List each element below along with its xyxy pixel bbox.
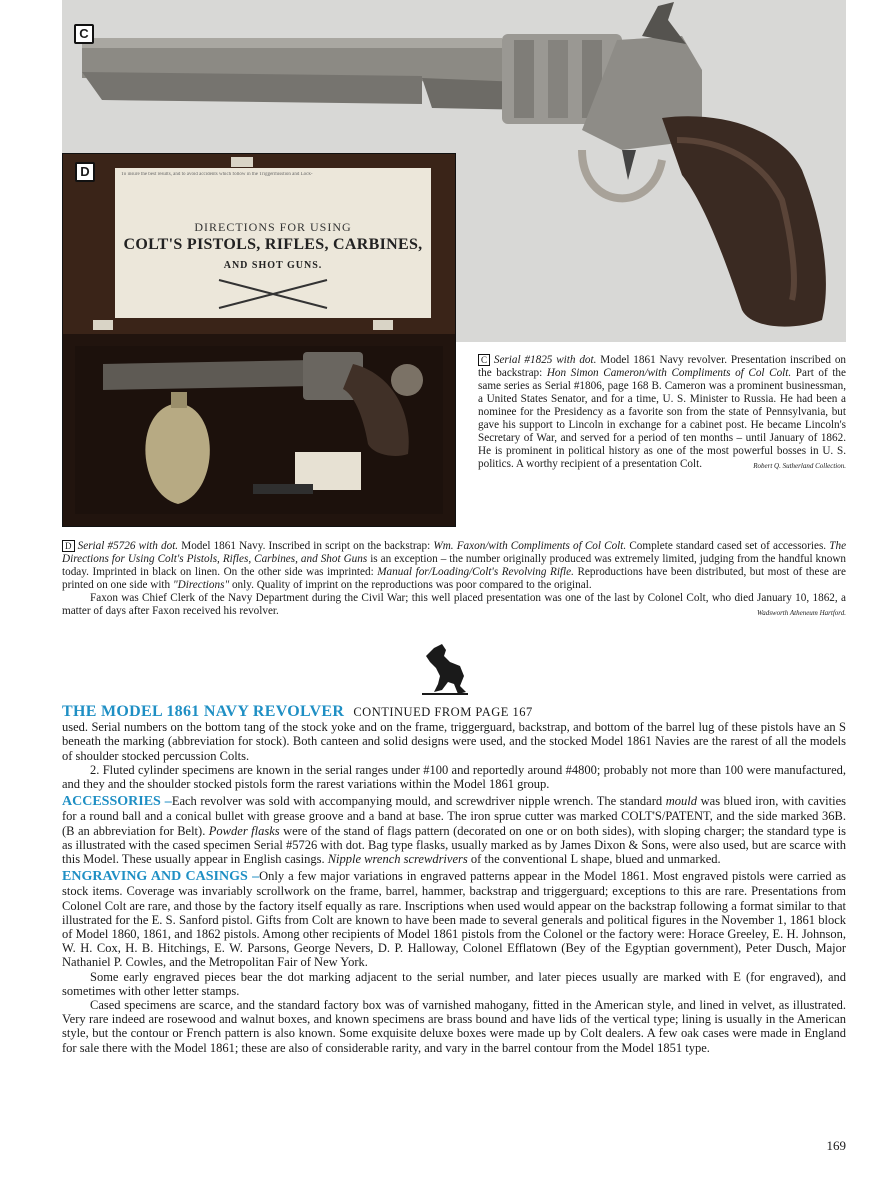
- accessories-text-3: were of the stand of flags pattern (decorated on one or on both sides), with sloping charger; the standard type is as illustrated with the cased specimen Serial #5726 with dot. Bag type flasks, usually marked as by James Dixon & Sons, were also used, but are scarce with this Model. These usually appear in English casings.: [62, 823, 847, 867]
- badge-d: D: [75, 162, 95, 182]
- caption-d-title: The Directions for Using Colt's Pistols, Rifles, Carbines, and Shot Guns: [62, 540, 847, 565]
- caption-d: [62, 540, 846, 620]
- rampant-colt-logo-icon: [420, 642, 470, 696]
- caption-c-inscription: Hon Simon Cameron/with Compliments of Col Colt.: [546, 367, 792, 379]
- accessories-text-2: was blued iron, with cavities for a round ball and a conical bullet with grease groove and a band at base. The iron sprue cutter was marked COLT'S/PATENT, and the side marked 36B. (B an abbreviation for Belt).: [62, 794, 846, 838]
- caption-c-credit: Robert Q. Sutherland Collection.: [753, 462, 846, 470]
- engraving-para-3: Cased specimens are scarce, and the standard factory box was of varnished mahogany, fitted in the American style, and lined in velvet, as illustrated. Very rare indeed are rosewood and walnut boxes, and known specimens are brass bound and have lids of the vertical type; lining is usually in the American style, but the contour or French pattern is also known. Some exquisite deluxe boxes were made up by Colt dealers. A few oak cases were made in England for sale there with the Model 1861; these are also of considerable rarity, and vary in the barrel contour from the Model 1851 type.: [62, 998, 846, 1055]
- caption-c-label: Serial #1825 with dot.: [493, 354, 597, 366]
- caption-d-para-2: Faxon was Chief Clerk of the Navy Department during the Civil War; this well placed presentation was one of the last by Colonel Colt, who died January 10, 1862, a matter of days after Faxon received his revolver.: [62, 592, 846, 617]
- directions-card: [115, 168, 431, 318]
- caption-d-text-5: only. Quality of imprint on the reproductions was poor compared to the original.: [231, 579, 592, 591]
- caption-d-directions: "Directions": [172, 579, 230, 591]
- article: [62, 705, 846, 1055]
- caption-d-credit: Wadsworth Atheneum Hartford.: [757, 609, 846, 617]
- caption-c-rest: Part of the same series as Serial #1806, page 168 B. Cameron was a prominent businessman, a United States Senator, and for a time, U. S. Minister to Russia. He had been a nominee for the Presidency as a favorite son from the state of Pennsylvania, but gave his support to Lincoln in exchange for a cabinet post. He became Lincoln's Secretary of War, and served for a period of ten months – until January of 1862. He is prominent in political history as one of the most powerful bosses in U. S. politics. A worthy recipient of a presentation Colt.: [478, 367, 846, 470]
- badge-c: C: [74, 24, 94, 44]
- engraving-para: [62, 869, 846, 969]
- accessories-heading: ACCESSORIES –: [62, 794, 172, 810]
- article-heading-continued: CONTINUED FROM PAGE 167: [353, 705, 533, 719]
- caption-d-label: Serial #5726 with dot.: [77, 540, 179, 552]
- engraving-heading: ENGRAVING AND CASINGS –: [62, 869, 260, 885]
- engraving-para-2: Some early engraved pieces bear the dot marking adjacent to the serial number, and later pieces usually are marked with E (for engraved), and sometimes with other letter stamps.: [62, 969, 846, 998]
- article-heading: THE MODEL 1861 NAVY REVOLVER: [62, 703, 345, 720]
- caption-c-text: Model 1861 Navy revolver. Presentation inscribed on the backstrap:: [478, 354, 847, 379]
- article-para-2: 2. Fluted cylinder specimens are known in the serial ranges under #100 and reportedly around #4800; probably not more than 100 were manufactured, and they and the shoulder stocked pistols form the rarest variations within the Model 1861 group.: [62, 762, 846, 792]
- caption-d-text-1: Model 1861 Navy. Inscribed in script on the backstrap:: [181, 540, 431, 552]
- article-para-1: used. Serial numbers on the bottom tang of the stock yoke and on the frame, triggerguard, backstrap, and bottom of the barrel lug of these pistols have an S beneath the marking (abbreviation for stock). Both canteen and solid designs were used, and the stocked Model 1861 Navies are the rarest of all the models of shoulder stocked percussion Colts.: [62, 720, 846, 763]
- card-top-line: To insure the best results, and to avoid accidents which follow in the Triggermisstion and Lock-: [121, 172, 313, 177]
- caption-c: [478, 354, 846, 473]
- accessories-text-4: of the conventional L shape, blued and unmarked.: [470, 852, 721, 867]
- card-line-2: COLT'S PISTOLS, RIFLES, CARBINES,: [123, 236, 423, 253]
- caption-c-badge-icon: C: [478, 354, 490, 366]
- caption-d-imprint: Manual for/Loading/Colt's Revolving Rifle.: [377, 566, 574, 578]
- card-line-1: DIRECTIONS FOR USING: [194, 220, 352, 234]
- card-line-3: AND SHOT GUNS.: [223, 260, 323, 271]
- caption-d-badge-icon: D: [62, 540, 75, 552]
- crossed-rifles-icon: [215, 274, 331, 314]
- accessories-flasks: Powder flasks: [208, 823, 280, 838]
- caption-d-text-4: Reproductions have been distributed, but most of these are printed on one side with: [62, 566, 846, 591]
- caption-d-text-3: is an exception – the number originally produced was extremely limited, judging from the handful known today. Imprinted in black on linen. On the other side was imprinted:: [62, 553, 847, 578]
- page-number: 169: [826, 1138, 846, 1153]
- accessories-para: [62, 794, 846, 866]
- caption-d-text-2: Complete standard cased set of accessories.: [629, 540, 827, 552]
- engraving-text-1: Only a few major variations in engraved patterns appear in the Model 1861. Most engraved pistols were carried as stock items. Coverage was invariably scrollwork on the frame, barrel, hammer, backstrap and triggerguard; exceptions to this are rare. Presentations from Colonel Colt are rare, and those by the factory itself equally as rare. Inscriptions when used would appear on the backstrap following a format similar to that illustrated for the E. S. Sanford pistol. Gifts from Colt are known to have been made to several generals and political figures in the November 1, 1861 block of Model 1860, 1861, and 1862 pistols. Among other recipients of Model 1861 pistols from the Colonel or the factory were: Horace Greeley, E. H. Johnson, W. H. Cox, H. B. Hitchings, E. W. Parsons, George Nevers, D. P. Halloway, Colonel Efflatown (Bey of the Egyptian government), Peter Dusch, Major Nathaniel P. Cowles, and the Metropolitan Fair of New York.: [62, 869, 846, 970]
- photo-cased-set-faxon: [62, 153, 456, 527]
- accessories-text-1: Each revolver was sold with accompanying mould, and screwdriver nipple wrench. The standard: [171, 794, 663, 809]
- caption-d-inscription: Wm. Faxon/with Compliments of Col Colt.: [433, 540, 627, 552]
- accessories-nipple: Nipple wrench screwdrivers: [327, 852, 468, 867]
- accessories-mould: mould: [665, 794, 697, 809]
